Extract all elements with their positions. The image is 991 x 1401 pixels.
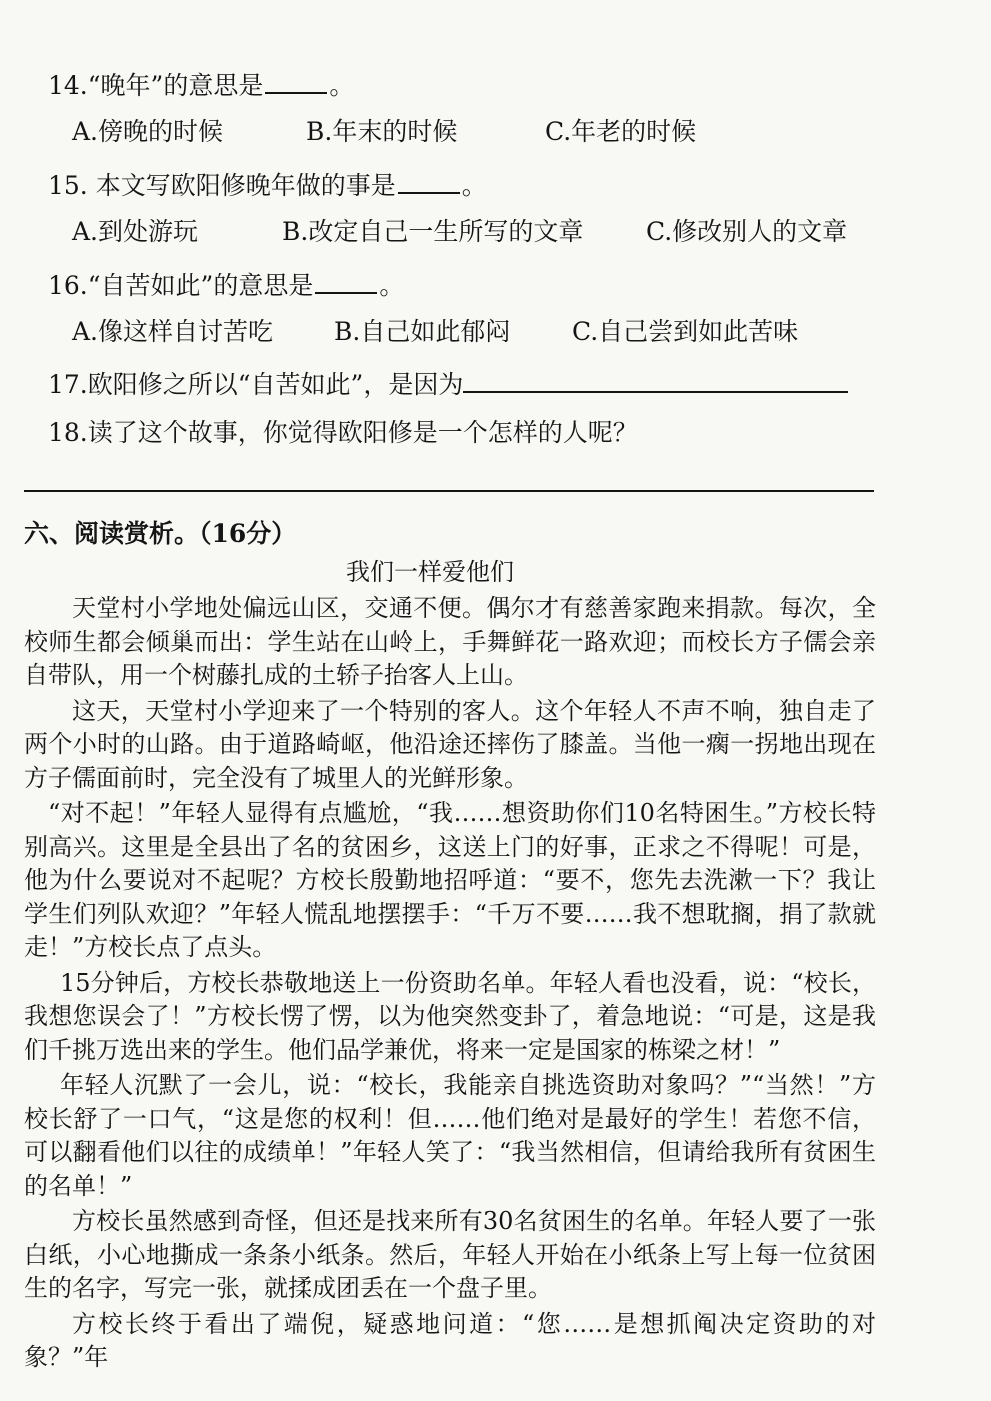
question-15-stem: 15. 本文写欧阳修晚年做的事是: [48, 171, 396, 200]
question-15-option-b: B.改定自己一生所写的文章: [282, 217, 584, 246]
answer-line-18[interactable]: [24, 490, 874, 492]
passage-title: 我们一样爱他们: [346, 558, 514, 586]
question-16-stem: 16.“自苦如此”的意思是: [48, 271, 314, 300]
question-14-stem: 14.“晚年”的意思是: [48, 71, 264, 100]
answer-blank-14[interactable]: [265, 68, 327, 94]
paragraph-7: 方校长终于看出了端倪，疑惑地问道：“您……是想抓阄决定资助的对象？”年: [24, 1309, 876, 1371]
question-15-option-c: C.修改别人的文章: [646, 217, 848, 246]
question-14-option-a: A.傍晚的时候: [72, 117, 224, 146]
question-17: [48, 367, 848, 401]
paragraph-2: 这天，天堂村小学迎来了一个特别的客人。这个年轻人不声不响，独自走了两个小时的山路。由于道路崎岖，他沿途还摔伤了膝盖。当他一瘸一拐地出现在方子儒面前时，完全没有了城里人的光鲜形象。: [24, 696, 876, 792]
paragraph-5: 年轻人沉默了一会儿，说：“校长，我能亲自挑选资助对象吗？”“当然！”方校长舒了一口气，“这是您的权利！但……他们绝对是最好的学生！若您不信，可以翻看他们以往的成绩单！”年轻人笑了：“我当然相信，但请给我所有贫困生的名单！”: [24, 1071, 876, 1200]
passage-body: [24, 592, 876, 1375]
answer-blank-16[interactable]: [315, 268, 377, 294]
question-14-option-b: B.年末的时候: [306, 117, 458, 146]
question-17-stem: 17.欧阳修之所以“自苦如此”，是因为: [48, 370, 464, 399]
question-14-option-c: C.年老的时候: [545, 117, 697, 146]
paragraph-3: “对不起！”年轻人显得有点尴尬，“我……想资助你们10名特困生。”方校长特别高兴。这里是全县出了名的贫困乡，这送上门的好事，正求之不得呢！可是，他为什么要说对不起呢？方校长殷勤地招呼道：“要不，您先去洗漱一下？我让学生们列队欢迎？”年轻人慌乱地摆摆手：“千万不要……我不想耽搁，捐了款就走！”方校长点了点头。: [24, 799, 876, 961]
paragraph-1: 天堂村小学地处偏远山区，交通不便。偶尔才有慈善家跑来捐款。每次，全校师生都会倾巢而出：学生站在山岭上，手舞鲜花一路欢迎；而校长方子儒会亲自带队，用一个树藤扎成的土轿子抬客人上山。: [24, 594, 876, 689]
answer-blank-15[interactable]: [398, 168, 460, 194]
question-16-option-a: A.像这样自讨苦吃: [72, 317, 274, 346]
question-14: 14.“晚年”的意思是 。: [48, 68, 354, 102]
question-16-option-c: C.自己尝到如此苦味: [572, 317, 799, 346]
question-16-option-b: B.自己如此郁闷: [334, 317, 511, 346]
question-15-option-a: A.到处游玩: [72, 217, 199, 246]
section-title: 六、阅读赏析。（16分）: [24, 519, 297, 548]
question-18: [48, 417, 638, 449]
answer-blank-17[interactable]: [463, 367, 848, 393]
question-18-stem-text: 18.读了这个故事，你觉得欧阳修是一个怎样的人呢？: [48, 418, 638, 447]
paragraph-6: 方校长虽然感到奇怪，但还是找来所有30名贫困生的名单。年轻人要了一张白纸，小心地撕成一条条小纸条。然后，年轻人开始在小纸条上写上每一位贫困生的名字，写完一张，就揉成团丢在一个盘子里。: [24, 1207, 876, 1302]
question-15: 15. 本文写欧阳修晚年做的事是 。: [48, 168, 487, 202]
paragraph-4: 15分钟后，方校长恭敬地送上一份资助名单。年轻人看也没看，说：“校长，我想您误会了！”方校长愣了愣，以为他突然变卦了，着急地说：“可是，这是我们千挑万选出来的学生。他们品学兼优，将来一定是国家的栋梁之材！”: [24, 968, 876, 1064]
question-16: 16.“自苦如此”的意思是 。: [48, 268, 404, 302]
